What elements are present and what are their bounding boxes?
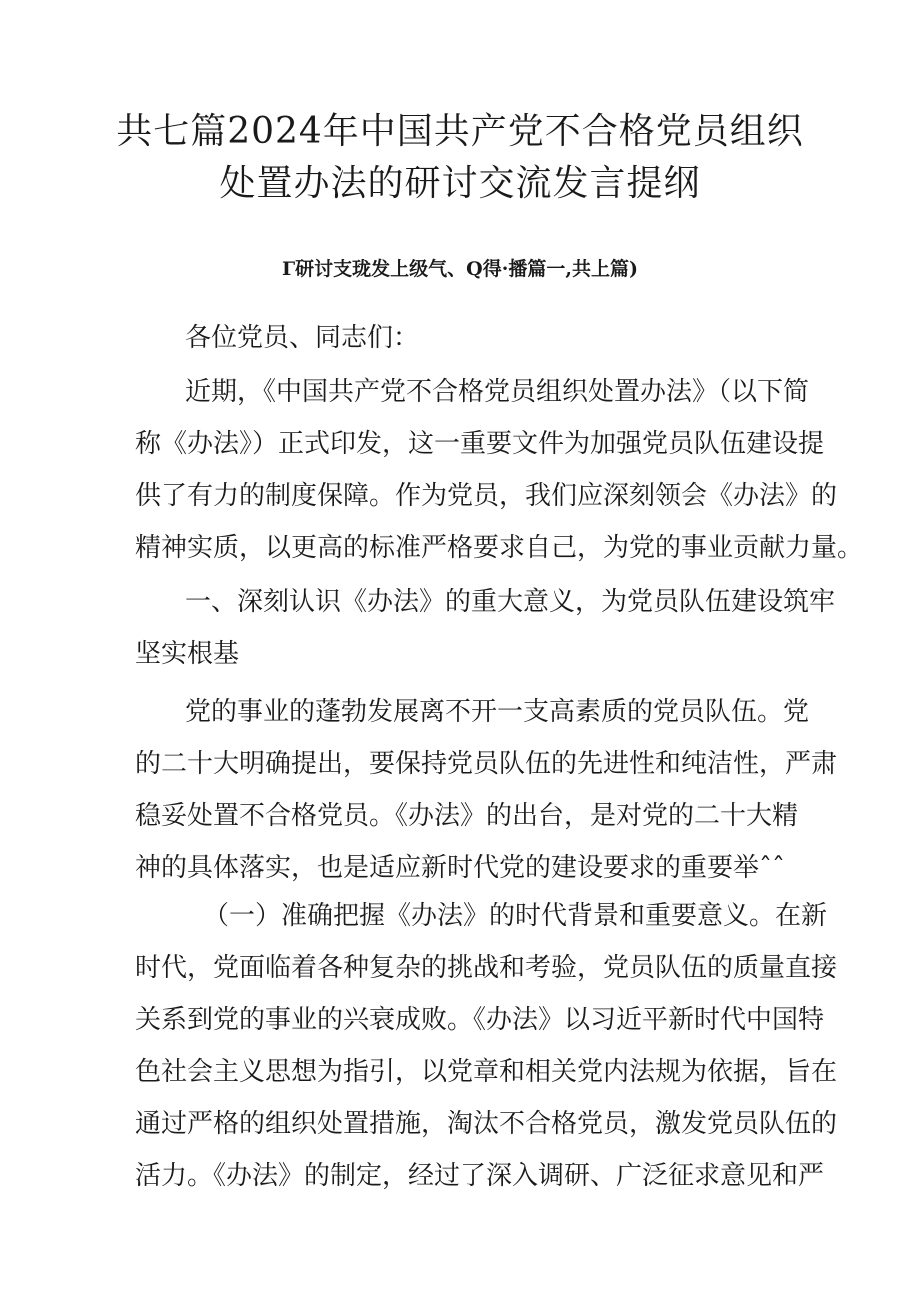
text-line: 党的事业的蓬勃发展离不开一支高素质的党员队伍。党 <box>185 697 810 727</box>
text-line: 的二十大明确提出，要保持党员队伍的先进性和纯洁性，严肃 <box>135 749 838 779</box>
text-line: 神的具体落实，也是适应新时代党的建设要求的重要举ˆˆ <box>135 853 786 883</box>
body-paragraph-2 <box>135 686 838 894</box>
text-line: 时代，党面临着各种复杂的挑战和考验，党员队伍的质量直接 <box>135 953 838 983</box>
text-line: 精神实质，以更高的标准严格要求自己，为党的事业贡献力量。 <box>135 533 864 563</box>
text-line: （一）准确把握《办法》的时代背景和重要意义。在新 <box>203 901 828 931</box>
document-title-line-2: 处置办法的研讨交流发言提纲 <box>219 163 701 204</box>
text-line: 稳妥处置不合格党员。《办法》的出台，是对党的二十大精 <box>135 801 799 831</box>
document-subtitle: Г研讨支珑发上级气、Q得·播篇一,共上篇) <box>282 258 638 280</box>
intro-paragraph <box>135 366 864 574</box>
text-line: 通过严格的组织处置措施，淘汰不合格党员，激发党员队伍的 <box>135 1109 838 1139</box>
body-paragraph-3 <box>135 890 838 1202</box>
text-line: 供了有力的制度保障。作为党员，我们应深刻领会《办法》的 <box>135 481 838 511</box>
text-line: 色社会主义思想为指引，以党章和相关党内法规为依据，旨在 <box>135 1057 838 1087</box>
greeting-line: 各位党员、同志们： <box>185 323 420 353</box>
section-heading-1 <box>135 576 836 680</box>
text-line: 称《办法》）正式印发，这一重要文件为加强党员队伍建设提 <box>135 429 825 459</box>
text-line: 关系到党的事业的兴衰成败。《办法》以习近平新时代中国特 <box>135 1005 825 1035</box>
text-line: 近期，《中国共产党不合格党员组织处置办法》（以下简 <box>185 377 810 407</box>
document-title-line-1: 共七篇2024年中国共产党不合格党员组织 <box>116 111 804 152</box>
heading-line: 坚实根基 <box>135 639 240 669</box>
text-line: 活力。《办法》的制定，经过了深入调研、广泛征求意见和严 <box>135 1161 825 1191</box>
heading-line: 一、深刻认识《办法》的重大意义，为党员队伍建设筑牢 <box>185 587 836 617</box>
greeting-paragraph <box>135 312 795 364</box>
